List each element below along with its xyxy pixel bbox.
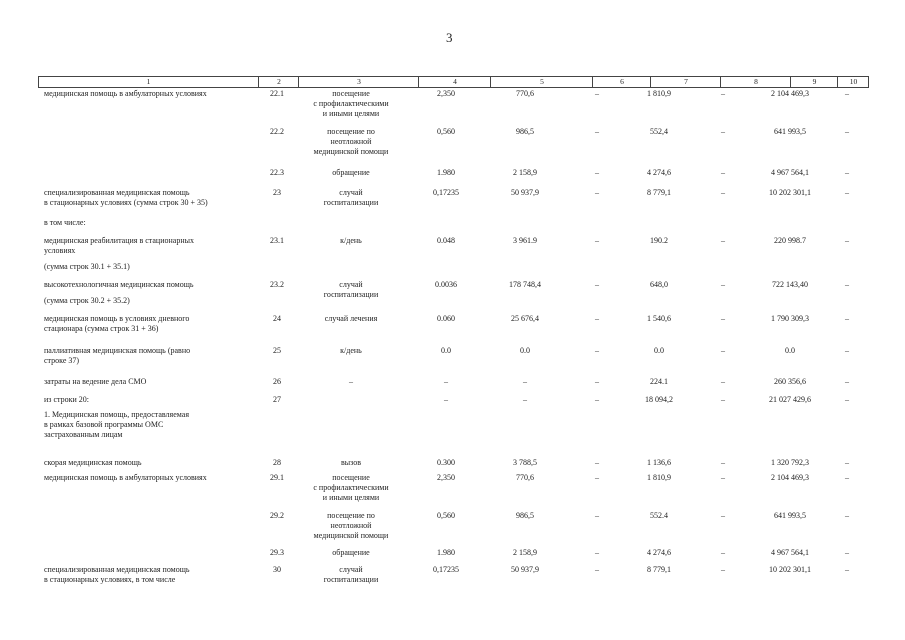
cell-col-6: – <box>595 395 599 404</box>
cell-col-5: 986,5 <box>516 511 534 520</box>
cell-col-7: 648,0 <box>650 280 668 289</box>
cell-col-6: – <box>595 280 599 289</box>
cell-col-1: высокотехнологичная медицинская помощь <box>44 280 194 289</box>
cell-col-2: 23 <box>273 188 281 197</box>
cell-col-9: 1 320 792,3 <box>771 458 809 467</box>
cell-col-9: 641 993,5 <box>774 511 806 520</box>
cell-col-3: посещение по неотложной медицинской помощи <box>313 127 389 156</box>
cell-col-5: 25 676,4 <box>511 314 539 323</box>
column-header-1: 1 <box>146 77 151 86</box>
cell-col-10: – <box>845 565 849 574</box>
cell-col-4: 0.048 <box>437 236 455 245</box>
cell-col-8: – <box>721 89 725 98</box>
cell-col-2: 22.2 <box>270 127 284 136</box>
cell-col-8: – <box>721 473 725 482</box>
cell-col-6: – <box>595 89 599 98</box>
cell-col-10: – <box>845 458 849 467</box>
cell-col-1: скорая медицинская помощь <box>44 458 142 467</box>
cell-col-2: 22.3 <box>270 168 284 177</box>
cell-col-1: специализированная медицинская помощь в стационарных условиях (сумма строк 30 + 35) <box>44 188 208 207</box>
cell-col-3: случай госпитализации <box>323 188 379 207</box>
cell-col-9: 2 104 469,3 <box>771 89 809 98</box>
cell-col-1: медицинская помощь в амбулаторных условиях <box>44 89 207 98</box>
cell-col-1: паллиативная медицинская помощь (равно строке 37) <box>44 346 191 365</box>
cell-col-7: 1 810,9 <box>647 473 671 482</box>
cell-col-9: 722 143,40 <box>772 280 808 289</box>
cell-col-1: затраты на ведение дела СМО <box>44 377 147 386</box>
cell-col-9: 641 993,5 <box>774 127 806 136</box>
cell-col-8: – <box>721 168 725 177</box>
cell-col-2: 24 <box>273 314 281 323</box>
column-header-3: 3 <box>298 77 419 87</box>
cell-col-10: – <box>845 395 849 404</box>
cell-col-7: 8 779,1 <box>647 565 671 574</box>
cell-col-1: 1. Медицинская помощь, предоставляемая в рамках базовой программы ОМС застрахованным лицам <box>44 410 190 439</box>
cell-col-5: 2 158,9 <box>513 168 537 177</box>
cell-col-5: 178 748,4 <box>509 280 541 289</box>
cell-col-1: из строки 20: <box>44 395 89 404</box>
cell-col-5: 3 961.9 <box>513 236 537 245</box>
cell-col-4: 0.060 <box>437 314 455 323</box>
cell-col-3: вызов <box>340 458 362 467</box>
cell-col-8: – <box>721 548 725 557</box>
column-header-4: 4 <box>418 77 491 87</box>
cell-col-6: – <box>595 548 599 557</box>
cell-col-3: к/день <box>340 346 362 355</box>
cell-col-1: специализированная медицинская помощь в стационарных условиях, в том числе <box>44 565 190 584</box>
cell-col-7: 552.4 <box>650 511 668 520</box>
cell-col-6: – <box>595 168 599 177</box>
cell-col-2: 29.3 <box>270 548 284 557</box>
cell-col-10: – <box>845 188 849 197</box>
cell-col-7: 0.0 <box>654 346 664 355</box>
cell-col-2: 26 <box>273 377 281 386</box>
cell-col-10: – <box>845 473 849 482</box>
cell-col-9: 21 027 429,6 <box>769 395 811 404</box>
cell-col-3: к/день <box>340 236 362 245</box>
cell-col-3: посещение с профилактическими и иными целями <box>313 89 389 118</box>
cell-col-7: 1 810,9 <box>647 89 671 98</box>
cell-col-7: 190.2 <box>650 236 668 245</box>
cell-col-10: – <box>845 548 849 557</box>
cell-col-6: – <box>595 127 599 136</box>
cell-col-2: 23.2 <box>270 280 284 289</box>
cell-col-5: 770,6 <box>516 473 534 482</box>
cell-col-8: – <box>721 314 725 323</box>
cell-col-10: – <box>845 314 849 323</box>
cell-col-5: 50 937,9 <box>511 188 539 197</box>
cell-col-5: 50 937,9 <box>511 565 539 574</box>
cell-col-4: 1.980 <box>437 168 455 177</box>
cell-col-8: – <box>721 236 725 245</box>
cell-col-2: 23.1 <box>270 236 284 245</box>
cell-col-6: – <box>595 511 599 520</box>
cell-col-8: – <box>721 346 725 355</box>
column-header-5: 5 <box>490 77 593 87</box>
cell-col-9: 1 790 309,3 <box>771 314 809 323</box>
cell-col-1: в том числе: <box>44 218 86 227</box>
cell-col-10: – <box>845 168 849 177</box>
cell-col-6: – <box>595 377 599 386</box>
cell-col-6: – <box>595 188 599 197</box>
cell-col-1: медицинская помощь в амбулаторных условиях <box>44 473 207 482</box>
cell-col-10: – <box>845 89 849 98</box>
cell-col-3: случай госпитализации <box>323 280 379 299</box>
cell-col-10: – <box>845 280 849 289</box>
cell-col-9: 2 104 469,3 <box>771 473 809 482</box>
cell-col-9: 0.0 <box>785 346 795 355</box>
column-header-9: 9 <box>790 77 838 87</box>
cell-col-1: медицинская реабилитация в стационарных условиях <box>44 236 194 255</box>
cell-col-7: 224.1 <box>650 377 668 386</box>
cell-col-3: – <box>349 377 353 386</box>
table-header <box>38 76 869 88</box>
cell-col-8: – <box>721 127 725 136</box>
cell-col-6: – <box>595 565 599 574</box>
cell-col-4: 0.0 <box>441 346 451 355</box>
cell-col-4: 2,350 <box>437 89 455 98</box>
cell-col-4: 0,17235 <box>433 188 459 197</box>
cell-col-4: 1.980 <box>437 548 455 557</box>
cell-col-8: – <box>721 395 725 404</box>
cell-col-5: 986,5 <box>516 127 534 136</box>
cell-col-7: 8 779,1 <box>647 188 671 197</box>
cell-col-4: 0,17235 <box>433 565 459 574</box>
cell-col-10: – <box>845 236 849 245</box>
cell-col-4: 0,560 <box>437 127 455 136</box>
cell-col-2: 25 <box>273 346 281 355</box>
cell-col-8: – <box>721 377 725 386</box>
cell-col-8: – <box>721 511 725 520</box>
cell-col-4: – <box>444 377 448 386</box>
cell-col-4: 2,350 <box>437 473 455 482</box>
cell-col-7: 552,4 <box>650 127 668 136</box>
cell-col-9: 4 967 564,1 <box>771 168 809 177</box>
cell-col-5: 2 158,9 <box>513 548 537 557</box>
cell-col-2: 30 <box>273 565 281 574</box>
cell-col-5: – <box>523 377 527 386</box>
cell-col-7: 1 136,6 <box>647 458 671 467</box>
cell-col-4: – <box>444 395 448 404</box>
cell-col-6: – <box>595 314 599 323</box>
column-header-2: 2 <box>258 77 299 87</box>
column-header-10: 10 <box>837 77 869 87</box>
cell-col-9: 4 967 564,1 <box>771 548 809 557</box>
cell-col-2: 27 <box>273 395 281 404</box>
cell-col-10: – <box>845 511 849 520</box>
cell-col-9: 220 998.7 <box>774 236 806 245</box>
cell-col-6: – <box>595 458 599 467</box>
cell-col-7: 4 274,6 <box>647 168 671 177</box>
cell-col-3: обращение <box>332 168 370 177</box>
cell-col-7: 1 540,6 <box>647 314 671 323</box>
cell-col-9: 10 202 301,1 <box>769 565 811 574</box>
cell-col-2: 22.1 <box>270 89 284 98</box>
cell-col-1: медицинская помощь в условиях дневного стационара (сумма строк 31 + 36) <box>44 314 190 333</box>
cell-col-3: посещение с профилактическими и иными целями <box>313 473 389 502</box>
cell-col-2: 29.1 <box>270 473 284 482</box>
cell-col-8: – <box>721 280 725 289</box>
cell-col-3: случай госпитализации <box>323 565 379 584</box>
cell-col-8: – <box>721 458 725 467</box>
column-header-8: 8 <box>720 77 791 87</box>
cell-col-5: 770,6 <box>516 89 534 98</box>
cell-col-2: 28 <box>273 458 281 467</box>
cell-col-6: – <box>595 346 599 355</box>
cell-col-9: 10 202 301,1 <box>769 188 811 197</box>
cell-col-10: – <box>845 346 849 355</box>
cell-col-6: – <box>595 473 599 482</box>
column-header-7: 7 <box>650 77 721 87</box>
cell-col-4: 0,560 <box>437 511 455 520</box>
page-number: 3 <box>446 30 453 45</box>
cell-col-10: – <box>845 127 849 136</box>
cell-col-4: 0.300 <box>437 458 455 467</box>
cell-col-7: 18 094,2 <box>645 395 673 404</box>
cell-col-4: 0.0036 <box>435 280 457 289</box>
cell-col-5: 3 788,5 <box>513 458 537 467</box>
cell-col-3: случай лечения <box>324 314 378 323</box>
cell-col-3: посещение по неотложной медицинской помощи <box>313 511 389 540</box>
cell-col-9: 260 356,6 <box>774 377 806 386</box>
column-header-6: 6 <box>592 77 651 87</box>
cell-col-1: (сумма строк 30.1 + 35.1) <box>44 262 130 271</box>
cell-col-5: 0.0 <box>520 346 530 355</box>
cell-col-6: – <box>595 236 599 245</box>
cell-col-3: обращение <box>332 548 370 557</box>
cell-col-10: – <box>845 377 849 386</box>
cell-col-1: (сумма строк 30.2 + 35.2) <box>44 296 130 305</box>
cell-col-8: – <box>721 565 725 574</box>
cell-col-7: 4 274,6 <box>647 548 671 557</box>
cell-col-8: – <box>721 188 725 197</box>
cell-col-2: 29.2 <box>270 511 284 520</box>
cell-col-5: – <box>523 395 527 404</box>
